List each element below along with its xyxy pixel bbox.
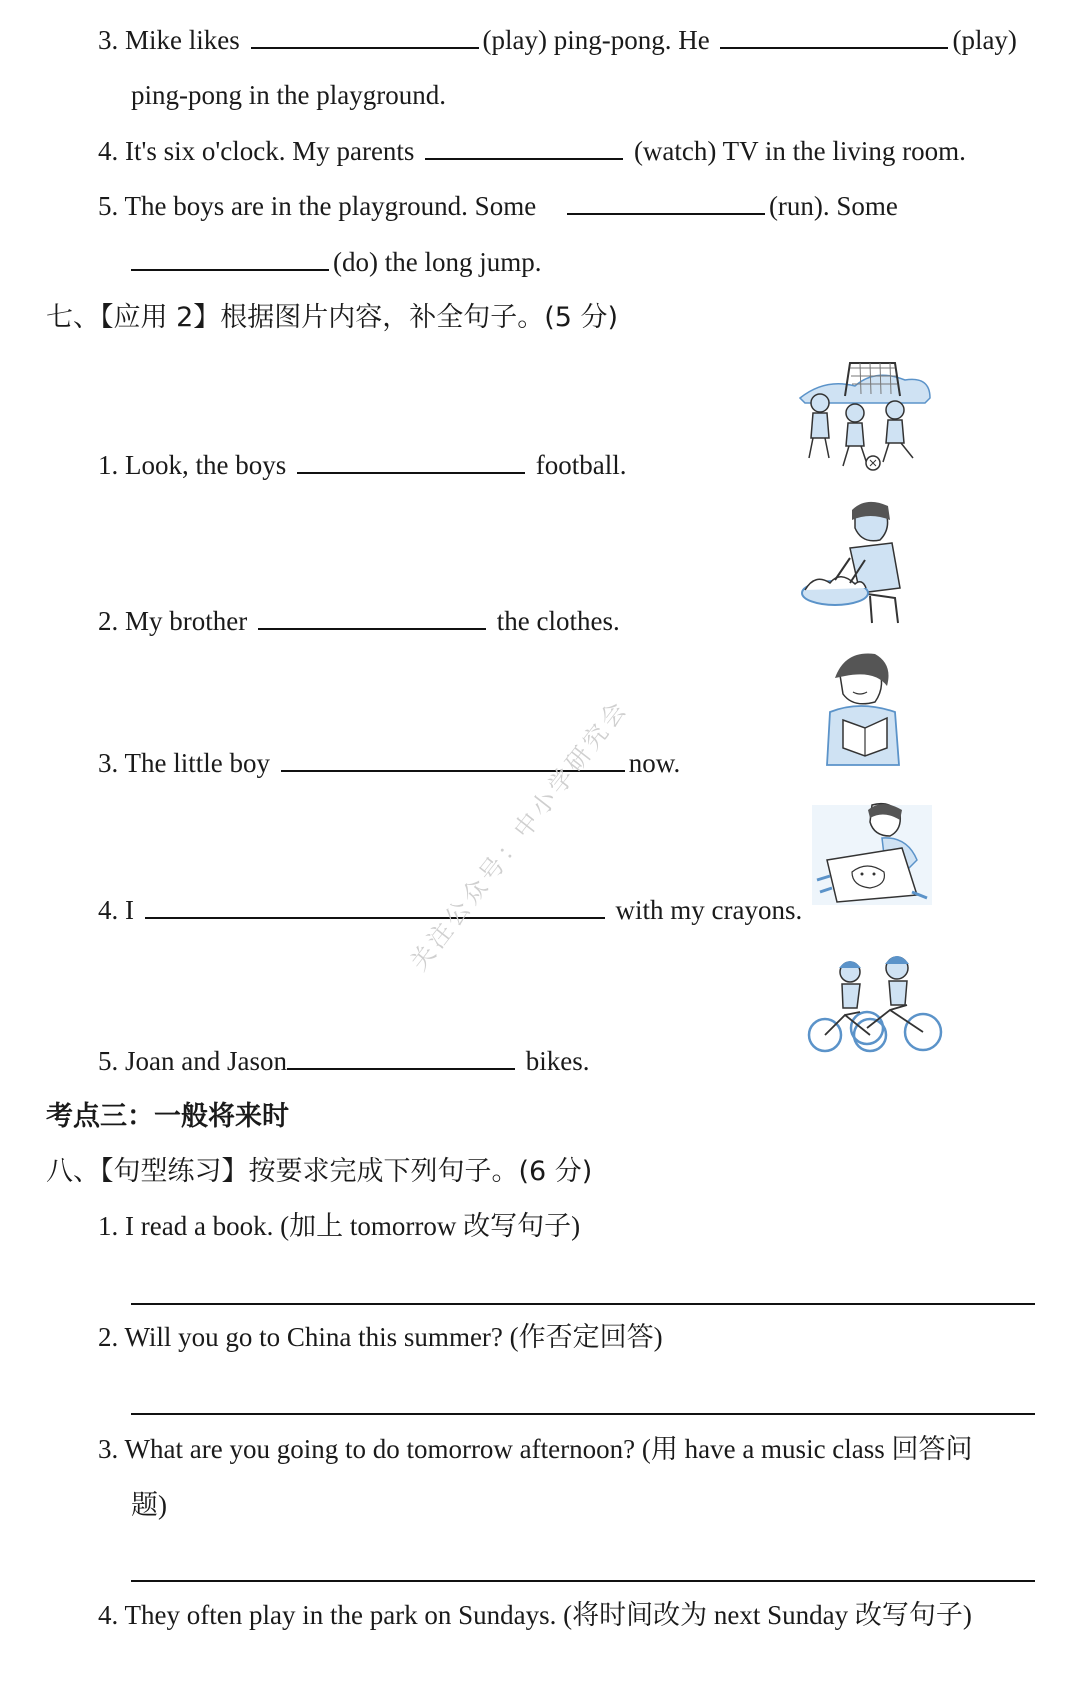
item-text: ping-pong in the playground.	[131, 80, 446, 110]
question-6-5-cont	[131, 249, 541, 276]
answer-line[interactable]	[131, 1413, 1035, 1415]
item-text: Will you go to China this summer? (作否定回答)	[124, 1322, 663, 1352]
item-number: 4.	[98, 895, 119, 925]
question-8-3-cont	[131, 1492, 167, 1519]
boy-drawing-icon	[812, 800, 932, 910]
question-7-5	[98, 1048, 589, 1075]
item-text: the clothes.	[496, 606, 620, 636]
answer-blank[interactable]	[251, 27, 479, 49]
item-text: (play)	[952, 25, 1017, 55]
item-number: 2.	[98, 1322, 119, 1352]
question-8-3	[98, 1436, 973, 1463]
item-text: Joan and Jason	[125, 1046, 287, 1076]
item-number: 4.	[98, 1600, 119, 1630]
boy-reading-book-icon	[815, 650, 915, 770]
kids-riding-bikes-icon	[805, 950, 945, 1060]
item-number: 3.	[98, 1434, 119, 1464]
question-6-3-cont	[131, 82, 446, 109]
item-number: 2.	[98, 606, 119, 636]
item-text: now.	[628, 748, 681, 778]
item-number: 1.	[98, 1211, 119, 1241]
question-8-4	[98, 1602, 972, 1629]
answer-blank[interactable]	[287, 1048, 515, 1070]
question-6-4	[98, 138, 966, 165]
item-number: 5.	[98, 191, 119, 221]
item-text: The boys are in the playground. Some	[124, 191, 537, 221]
item-number: 3.	[98, 748, 119, 778]
item-text: 题)	[131, 1490, 167, 1520]
item-text: What are you going to do tomorrow afternoon? (用 have a music class 回答问	[124, 1434, 973, 1464]
item-number: 3.	[98, 25, 119, 55]
item-text: (do) the long jump.	[333, 247, 542, 277]
item-text: bikes.	[525, 1046, 590, 1076]
item-text: The little boy	[124, 748, 270, 778]
watermark: 关注公众号：中小学研究会	[404, 693, 634, 976]
question-6-5	[98, 193, 898, 220]
item-text: My brother	[125, 606, 248, 636]
item-text: They often play in the park on Sundays. (将时间改为 next Sunday 改写句子)	[124, 1600, 972, 1630]
item-text: with my crayons.	[615, 895, 803, 925]
answer-line[interactable]	[131, 1580, 1035, 1582]
item-number: 4.	[98, 136, 119, 166]
boy-washing-clothes-icon	[800, 498, 920, 628]
answer-line[interactable]	[131, 1303, 1035, 1305]
question-7-2	[98, 608, 620, 635]
question-7-1	[98, 452, 626, 479]
section-point3-heading: 考点三：一般将来时	[46, 1101, 289, 1132]
section-8-heading: 八、【句型练习】按要求完成下列句子。(6 分)	[46, 1156, 593, 1187]
item-number: 5.	[98, 1046, 119, 1076]
question-8-1	[98, 1213, 580, 1240]
question-6-3	[98, 27, 1017, 54]
question-8-2	[98, 1324, 663, 1351]
item-text: It's six o'clock. My parents	[125, 136, 415, 166]
item-number: 1.	[98, 450, 119, 480]
boys-playing-football-icon	[795, 358, 935, 478]
item-text: Look, the boys	[125, 450, 287, 480]
answer-blank[interactable]	[567, 193, 765, 215]
answer-blank[interactable]	[131, 249, 329, 271]
answer-blank[interactable]	[297, 452, 525, 474]
answer-blank[interactable]	[720, 27, 948, 49]
item-text: Mike likes	[125, 25, 240, 55]
item-text: (watch) TV in the living room.	[633, 136, 966, 166]
item-text: (play) ping-pong. He	[482, 25, 710, 55]
item-text: (run). Some	[768, 191, 898, 221]
section-7-heading: 七、【应用 2】根据图片内容，补全句子。(5 分)	[46, 302, 619, 333]
item-text: football.	[535, 450, 627, 480]
item-text: I	[125, 895, 134, 925]
item-text: I read a book. (加上 tomorrow 改写句子)	[125, 1211, 581, 1241]
answer-blank[interactable]	[258, 608, 486, 630]
answer-blank[interactable]	[145, 897, 605, 919]
answer-blank[interactable]	[425, 138, 623, 160]
